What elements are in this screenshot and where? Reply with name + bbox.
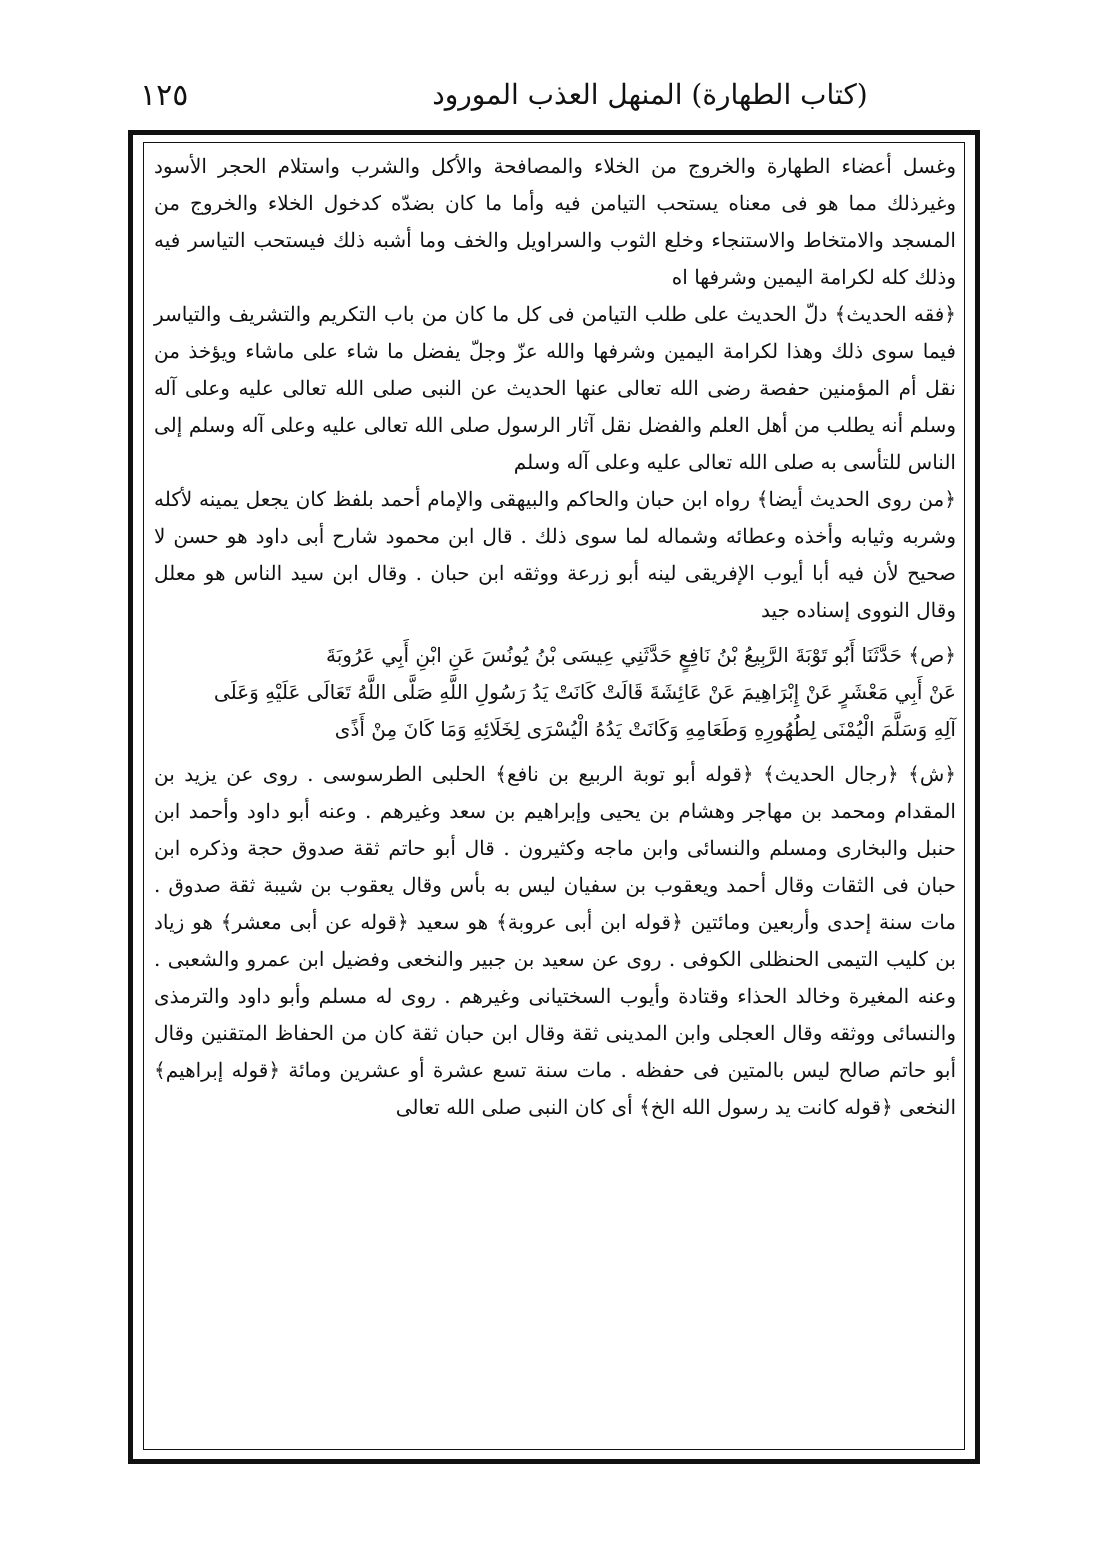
running-title: (كتاب الطهارة) المنهل العذب المورود xyxy=(432,78,868,111)
page-body xyxy=(154,148,956,1126)
hadith-line: آلِهِ وَسَلَّمَ الْيُمْنَى لِطُهُورِهِ وَطَعَامِهِ وَكَانَتْ يَدُهُ الْيُسْرَى لِخَلَائِهِ وَمَا كَانَ مِنْ أَذًى xyxy=(334,717,956,741)
hadith-text xyxy=(154,637,956,748)
page-header xyxy=(140,72,980,124)
paragraph-fiqh-al-hadith: ﴿فقه الحديث﴾ دلّ الحديث على طلب التيامن فى كل ما كان من باب التكريم والتشريف والتياسر فيما سوى ذلك وهذا لكرامة اليمين وشرفها والله عزّ وجلّ يفضل ما شاء على ماشاء ويؤخذ من نقل أم المؤمنين حفصة رضى الله تعالى عنها الحديث عن النبى صلى الله تعالى عليه وعلى آله وسلم أنه يطلب من أهل العلم والفضل نقل آثار الرسول صلى الله تعالى عليه وعلى آله وسلم إلى الناس للتأسى به صلى الله تعالى عليه وعلى آله وسلم xyxy=(154,302,956,474)
hadith-line: عَنْ أَبِي مَعْشَرٍ عَنْ إِبْرَاهِيمَ عَنْ عَائِشَةَ قَالَتْ كَانَتْ يَدُ رَسُولِ اللَّهِ صَلَّى اللَّهُ تَعَالَى عَلَيْهِ وَعَلَى xyxy=(213,680,956,704)
paragraph-other-narrators: ﴿من روى الحديث أيضا﴾ رواه ابن حبان والحاكم والبيهقى والإمام أحمد بلفظ كان يجعل يمينه لأكله وشربه وثيابه وأخذه وعطائه وشماله لما سوى ذلك . قال ابن محمود شارح أبى داود هو حسن لا صحيح لأن فيه أبا أيوب الإفريقى لينه أبو زرعة ووثقه ابن حبان . وقال ابن سيد الناس هو معلل وقال النووى إسناده جيد xyxy=(154,487,956,622)
page-number: ١٢٥ xyxy=(140,78,189,113)
paragraph-continuation: وغسل أعضاء الطهارة والخروج من الخلاء والمصافحة والأكل والشرب واستلام الحجر الأسود وغيرذلك مما هو فى معناه يستحب التيامن فيه وأما ما كان بضدّه كدخول الخلاء والخروج من المسجد والامتخاط والاستنجاء وخلع الثوب والسراويل والخف وما أشبه ذلك فيستحب التياسر فيه وذلك كله لكرامة اليمين وشرفها اه xyxy=(154,154,956,289)
hadith-line: ﴿ص﴾ حَدَّثَنَا أَبُو تَوْبَةَ الرَّبِيعُ بْنُ نَافِعٍ حَدَّثَنِي عِيسَى بْنُ يُونُسَ عَنِ ابْنِ أَبِي عَرُوبَةَ xyxy=(326,643,956,667)
paragraph-commentary: ﴿ش﴾ ﴿رجال الحديث﴾ ﴿قوله أبو توبة الربيع بن نافع﴾ الحلبى الطرسوسى . روى عن يزيد بن المقدام ومحمد بن مهاجر وهشام بن يحيى وإبراهيم بن سعد وغيرهم . وعنه أبو داود وأحمد ابن حنبل والبخارى ومسلم والنسائى وابن ماجه وكثيرون . قال أبو حاتم ثقة صدوق حجة وذكره ابن حبان فى الثقات وقال أحمد ويعقوب بن سفيان ليس به بأس وقال يعقوب بن شيبة ثقة صدوق . مات سنة إحدى وأربعين ومائتين ﴿قوله ابن أبى عروبة﴾ هو سعيد ﴿قوله عن أبى معشر﴾ هو زياد بن كليب التيمى الحنظلى الكوفى . روى عن سعيد بن جبير والنخعى وفضيل ابن عمرو والشعبى . وعنه المغيرة وخالد الحذاء وقتادة وأيوب السختيانى وغيرهم . روى له مسلم وأبو داود والترمذى والنسائى ووثقه وقال العجلى وابن المدينى ثقة وقال ابن حبان ثقة كان من الحفاظ المتقنين وقال أبو حاتم صالح ليس بالمتين فى حفظه . مات سنة تسع عشرة أو عشرين ومائة ﴿قوله إبراهيم﴾ النخعى ﴿قوله كانت يد رسول الله الخ﴾ أى كان النبى صلى الله تعالى xyxy=(154,762,956,1119)
